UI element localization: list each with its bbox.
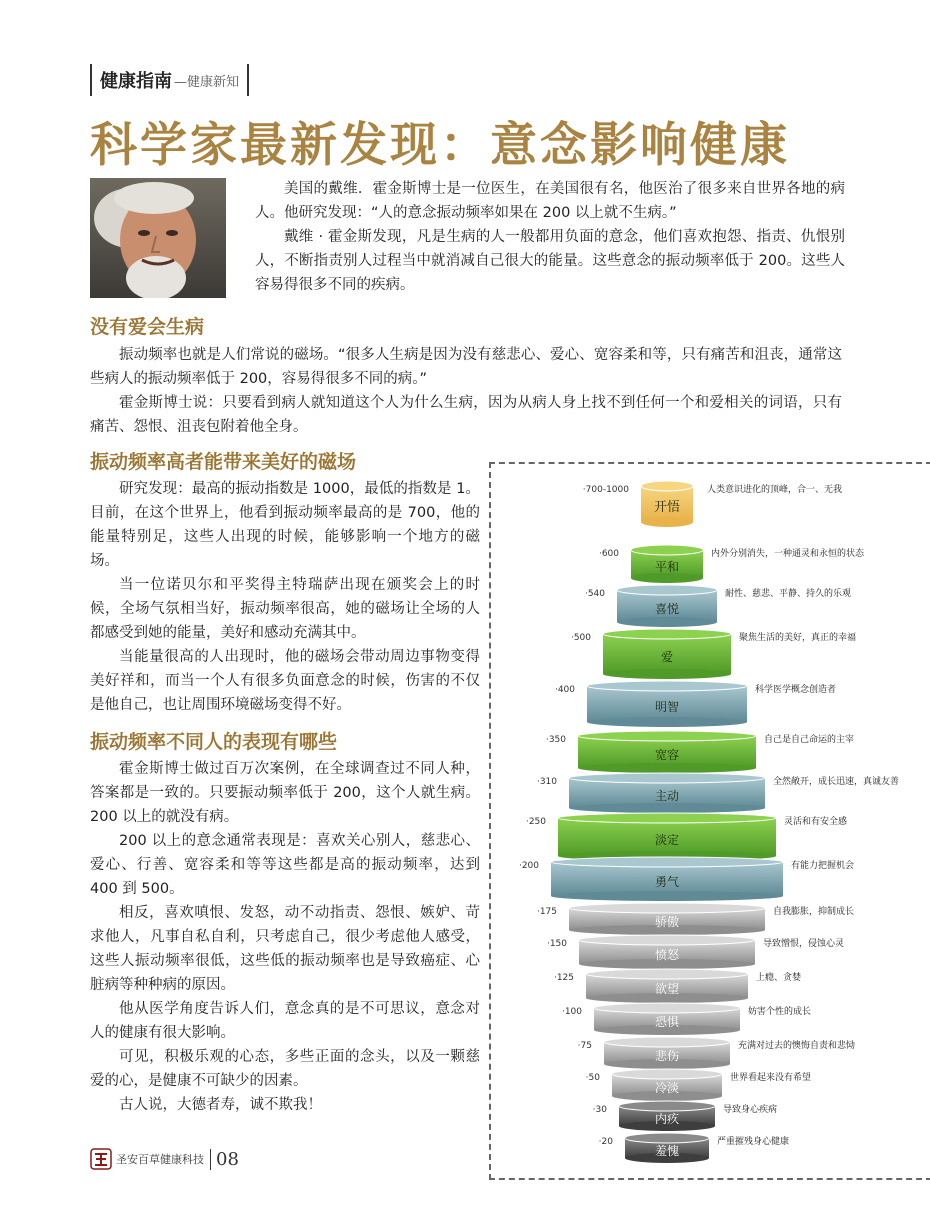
tier-cap [569, 773, 765, 783]
tier-cap [625, 1133, 709, 1143]
tier-level: ·30 [592, 1105, 607, 1115]
tier-name: 宽容 [654, 748, 680, 762]
tier-cap [603, 629, 731, 639]
brand-logo-icon [90, 1148, 112, 1170]
section-name: 健康指南 [100, 71, 172, 92]
tier-name: 内疚 [654, 1112, 680, 1126]
pyramid-tier [546, 731, 854, 773]
footer-brand: 圣安百草健康科技 [116, 1153, 204, 1166]
tier-cap [619, 1101, 715, 1111]
section-heading: 振动频率不同人的表现有哪些 [90, 731, 338, 753]
tier-name: 开悟 [653, 500, 681, 515]
section-frequency-behaviors [90, 727, 480, 1117]
tier-level: ·200 [518, 861, 539, 871]
body-paragraph: 当能量很高的人出现时，他的磁场会带动周边事物变得美好祥和，而当一个人有很多负面意念的时候，伤害的不仅是他自己，也让周围环境磁场变得不好。 [90, 649, 480, 713]
tier-cap [586, 969, 748, 979]
tier-description: 充满对过去的懊悔自责和悲恸 [738, 1041, 856, 1051]
pyramid-tier [599, 1133, 789, 1163]
tier-name: 淡定 [654, 833, 680, 847]
tier-cap [587, 681, 747, 691]
tier-level: ·310 [536, 777, 557, 787]
tier-level: ·400 [554, 685, 575, 695]
tier-name: 冷淡 [654, 1081, 680, 1095]
tier-description: 世界看起来没有希望 [730, 1073, 812, 1083]
pyramid-tier [554, 969, 801, 1003]
tier-description: 有能力把握机会 [791, 861, 855, 871]
tier-level: ·350 [545, 735, 566, 745]
tier-base [617, 617, 717, 627]
tier-name: 恐惧 [654, 1015, 680, 1029]
tier-level: ·20 [598, 1137, 613, 1147]
pyramid-tier [571, 629, 856, 679]
tier-cap [558, 813, 776, 823]
body-paragraph: 研究发现：最高的振动指数是 1000，最低的指数是 1。目前，在这个世界上，他看到振动频率最高的是 700，他的能量特别足，这些人出现的时候，能够影响一个地方的磁场。 [90, 481, 480, 569]
pyramid-tier [578, 1037, 855, 1069]
pyramid-tier [526, 813, 847, 861]
body-paragraph: 霍金斯博士说：只要看到病人就知道这个人为什么生病，因为从病人身上找不到任何一个和爱相关的词语，只有痛苦、怨恨、沮丧包附着他全身。 [90, 395, 842, 435]
consciousness-pyramid [491, 464, 930, 1178]
tier-base [551, 891, 783, 901]
tier-level: ·100 [561, 1007, 582, 1017]
tier-level: ·125 [553, 973, 574, 983]
intro-paragraph: 美国的戴维．霍金斯博士是一位医生，在美国很有名，他医治了很多来自世界各地的病人。他研究发现：“人的意念振动频率如果在 200 以上就不生病。” [255, 181, 845, 221]
pyramid-tier [537, 773, 899, 813]
tier-description: 聚焦生活的美好，真正的幸福 [739, 633, 857, 643]
tier-name: 主动 [654, 789, 680, 803]
tier-description: 自我膨胀，抑制成长 [773, 907, 855, 917]
body-paragraph: 可见，积极乐观的心态，多些正面的念头，以及一颗慈爱的心，是健康不可缺少的因素。 [90, 1049, 480, 1089]
body-paragraph: 霍金斯博士做过百万次案例，在全球调查过不同人种，答案都是一致的。只要振动频率低于 200，这个人就生病。200 以上的就没有病。 [90, 761, 480, 825]
tier-base [641, 517, 693, 527]
tier-name: 骄傲 [654, 915, 680, 929]
tier-description: 导致身心疾病 [723, 1105, 778, 1115]
section-no-love [90, 312, 842, 439]
tier-base [587, 717, 747, 727]
body-paragraph: 相反，喜欢嗔恨、发怒，动不动指责、怨恨、嫉妒、苛求他人，凡事自私自利，只考虑自己，很少考虑他人感受，这些人振动频率很低，这些低的振动频率也是导致癌症、心脏病等种种病的原因。 [90, 905, 480, 993]
tier-name: 平和 [654, 560, 680, 574]
pyramid-tier [555, 681, 836, 727]
tier-level: ·700-1000 [582, 485, 629, 495]
tier-cap [594, 1003, 740, 1013]
tier-description: 人类意识进化的顶峰，合一、无我 [707, 485, 843, 495]
body-paragraph: 古人说，大德者寿，诚不欺我！ [119, 1097, 322, 1113]
tier-description: 科学医学概念创造者 [755, 685, 837, 695]
tier-level: ·175 [536, 907, 557, 917]
section-label [90, 64, 249, 96]
tier-level: ·250 [525, 817, 546, 827]
tier-cap [617, 585, 717, 595]
tier-name: 勇气 [654, 875, 680, 889]
section-heading: 振动频率高者能带来美好的磁场 [90, 451, 357, 473]
section-heading: 没有爱会生病 [90, 316, 205, 338]
tier-name: 喜悦 [654, 602, 680, 616]
tier-level: ·50 [585, 1073, 600, 1083]
pyramid-tier [562, 1003, 811, 1035]
page-number: 08 [210, 1149, 239, 1170]
tier-description: 妨害个性的成长 [748, 1007, 812, 1017]
pyramid-tier [583, 481, 842, 527]
article-title: 科学家最新发现：意念影响健康 [90, 118, 790, 173]
tier-description: 内外分别消失，一种通灵和永恒的状态 [711, 549, 865, 559]
tier-name: 羞愧 [654, 1144, 680, 1158]
tier-description: 导致憎恨，侵蚀心灵 [763, 939, 845, 949]
tier-cap [631, 545, 703, 555]
tier-cap [569, 903, 765, 913]
body-paragraph: 200 以上的意念通常表现是：喜欢关心别人，慈悲心、爱心、行善、宽容柔和等等这些都是高的振动频率，达到 400 到 500。 [90, 833, 480, 897]
tier-cap [641, 481, 693, 491]
tier-cap [604, 1037, 730, 1047]
tier-name: 欲望 [654, 982, 680, 996]
tier-name: 爱 [660, 650, 674, 664]
pyramid-tier [599, 545, 865, 583]
tier-description: 耐性、慈悲、平静、持久的乐观 [725, 589, 852, 599]
tier-cap [578, 731, 756, 741]
intro-text [255, 177, 845, 297]
tier-level: ·500 [570, 633, 591, 643]
section-subname: —健康新知 [174, 74, 240, 90]
consciousness-pyramid-figure [489, 462, 930, 1180]
body-paragraph: 他从医学角度告诉人们，意念真的是不可思议，意念对人的健康有很大影响。 [90, 1001, 480, 1041]
tier-name: 悲伤 [654, 1049, 680, 1063]
tier-level: ·540 [584, 589, 605, 599]
pyramid-tier [537, 903, 854, 935]
tier-level: ·75 [577, 1041, 592, 1051]
tier-cap [612, 1069, 722, 1079]
tier-cap [551, 857, 783, 867]
pyramid-tier [586, 1069, 811, 1101]
body-paragraph: 振动频率也就是人们常说的磁场。“很多人生病是因为没有慈悲心、爱心、宽容柔和等，只有痛苦和沮丧，通常这些病人的振动频率低于 200，容易得很多不同的病。” [90, 347, 842, 387]
tier-description: 上瘾、贪婪 [756, 973, 802, 983]
intro-paragraph: 戴维 · 霍金斯发现，凡是生病的人一般都用负面的意念，他们喜欢抱怨、指责、仇恨别人，不断指责别人过程当中就消减自己很大的能量。这些意念的振动频率低于 200。这些人容易得很多不同的疾病。 [255, 229, 845, 293]
tier-description: 全然敞开，成长迅速，真诚友善 [773, 777, 900, 787]
tier-cap [579, 935, 755, 945]
tier-name: 愤怒 [654, 948, 680, 962]
portrait-photo [90, 178, 226, 298]
pyramid-tier [593, 1101, 777, 1131]
pyramid-tier [519, 857, 854, 901]
tier-description: 自己是自己命运的主宰 [764, 735, 855, 745]
tier-level: ·600 [598, 549, 619, 559]
pyramid-tier [547, 935, 844, 969]
tier-description: 严重摧残身心健康 [717, 1137, 790, 1147]
tier-base [569, 803, 765, 813]
tier-base [631, 573, 703, 583]
tier-name: 明智 [654, 700, 680, 714]
tier-level: ·150 [546, 939, 567, 949]
tier-base [578, 763, 756, 773]
tier-description: 灵活和有安全感 [784, 817, 848, 827]
tier-base [603, 669, 731, 679]
body-paragraph: 当一位诺贝尔和平奖得主特瑞萨出现在颁奖会上的时候，全场气氛相当好，振动频率很高，她的磁场让全场的人都感受到她的能量，美好和感动充满其中。 [90, 577, 480, 641]
section-high-frequency [90, 447, 480, 717]
page-footer [90, 1148, 239, 1170]
pyramid-tier [585, 585, 851, 627]
